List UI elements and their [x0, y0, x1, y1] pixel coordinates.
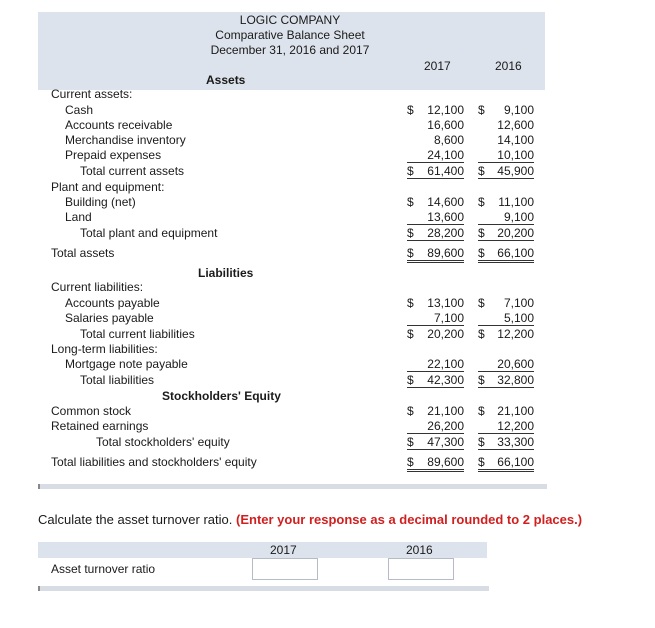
tl-2016: $ 32,800 — [478, 373, 534, 387]
building-label: Building (net) — [65, 195, 136, 209]
tse-2017: $ 47,300 — [407, 435, 464, 449]
assets-heading: Assets — [206, 73, 246, 87]
tca-2017: $ 61,400 — [407, 164, 464, 178]
answer-year-2016: 2016 — [406, 543, 433, 557]
tlse-2016: $ 66,100 — [478, 454, 534, 472]
ap-label: Accounts payable — [65, 296, 160, 310]
total-current-liabilities-label: Total current liabilities — [80, 327, 195, 341]
sp-2016: 5,100 — [478, 310, 534, 326]
tse-2016: $ 33,300 — [478, 435, 534, 449]
total-equity-label: Total stockholders' equity — [96, 435, 230, 449]
land-2016: 9,100 — [478, 209, 534, 225]
total-current-assets-label: Total current assets — [80, 164, 185, 178]
total-assets-label: Total assets — [51, 246, 115, 260]
re-2017: 26,200 — [407, 418, 464, 434]
statement-date: December 31, 2016 and 2017 — [210, 43, 370, 57]
current-liabilities-label: Current liabilities: — [51, 280, 144, 294]
mnp-2016: 20,600 — [478, 356, 534, 372]
equity-heading: Stockholders' Equity — [162, 389, 281, 403]
ta-2017: $ 89,600 — [407, 245, 464, 263]
liabilities-heading: Liabilities — [198, 266, 254, 280]
total-liab-equity-label: Total liabilities and stockholders' equity — [51, 455, 257, 469]
sp-label: Salaries payable — [65, 311, 154, 325]
question-text — [38, 512, 582, 527]
retained-earnings-label: Retained earnings — [51, 419, 149, 433]
common-stock-label: Common stock — [51, 404, 132, 418]
inventory-label: Merchandise inventory — [65, 133, 186, 147]
sp-2017: 7,100 — [407, 310, 464, 326]
tca-2016: $ 45,900 — [478, 164, 534, 178]
land-2017: 13,600 — [407, 209, 464, 225]
company-name: LOGIC COMPANY — [239, 13, 341, 27]
prepaid-2017: 24,100 — [407, 147, 464, 163]
total-plant-label: Total plant and equipment — [80, 226, 218, 240]
re-2016: 12,200 — [478, 418, 534, 434]
asset-turnover-label: Asset turnover ratio — [51, 562, 156, 576]
year-2016-header: 2016 — [495, 59, 522, 73]
ar-label: Accounts receivable — [65, 118, 173, 132]
mnp-2017: 22,100 — [407, 356, 464, 372]
land-label: Land — [65, 210, 92, 224]
tlse-2017: $ 89,600 — [407, 454, 464, 472]
answer-footer-bar — [38, 586, 489, 591]
plant-equipment-label: Plant and equipment: — [51, 180, 165, 194]
tpe-2017: $ 28,200 — [407, 226, 464, 240]
statement-title: Comparative Balance Sheet — [215, 28, 365, 42]
asset-turnover-2016-input[interactable] — [388, 558, 454, 580]
total-liabilities-label: Total liabilities — [80, 373, 155, 387]
table-footer-bar — [38, 484, 547, 489]
prepaid-label: Prepaid expenses — [65, 148, 162, 162]
year-2017-header: 2017 — [424, 59, 451, 73]
question-note: (Enter your response as a decimal rounded to 2 places.) — [236, 512, 583, 527]
mortgage-label: Mortgage note payable — [65, 357, 188, 371]
cash-label: Cash — [65, 103, 94, 117]
question-main: Calculate the asset turnover ratio. — [38, 512, 233, 527]
prepaid-2016: 10,100 — [478, 147, 534, 163]
tpe-2016: $ 20,200 — [478, 226, 534, 240]
asset-turnover-2017-input[interactable] — [252, 558, 318, 580]
answer-year-2017: 2017 — [270, 543, 297, 557]
long-term-liabilities-label: Long-term liabilities: — [51, 342, 158, 356]
ta-2016: $ 66,100 — [478, 245, 534, 263]
tl-2017: $ 42,300 — [407, 373, 464, 387]
current-assets-label: Current assets: — [51, 87, 133, 101]
